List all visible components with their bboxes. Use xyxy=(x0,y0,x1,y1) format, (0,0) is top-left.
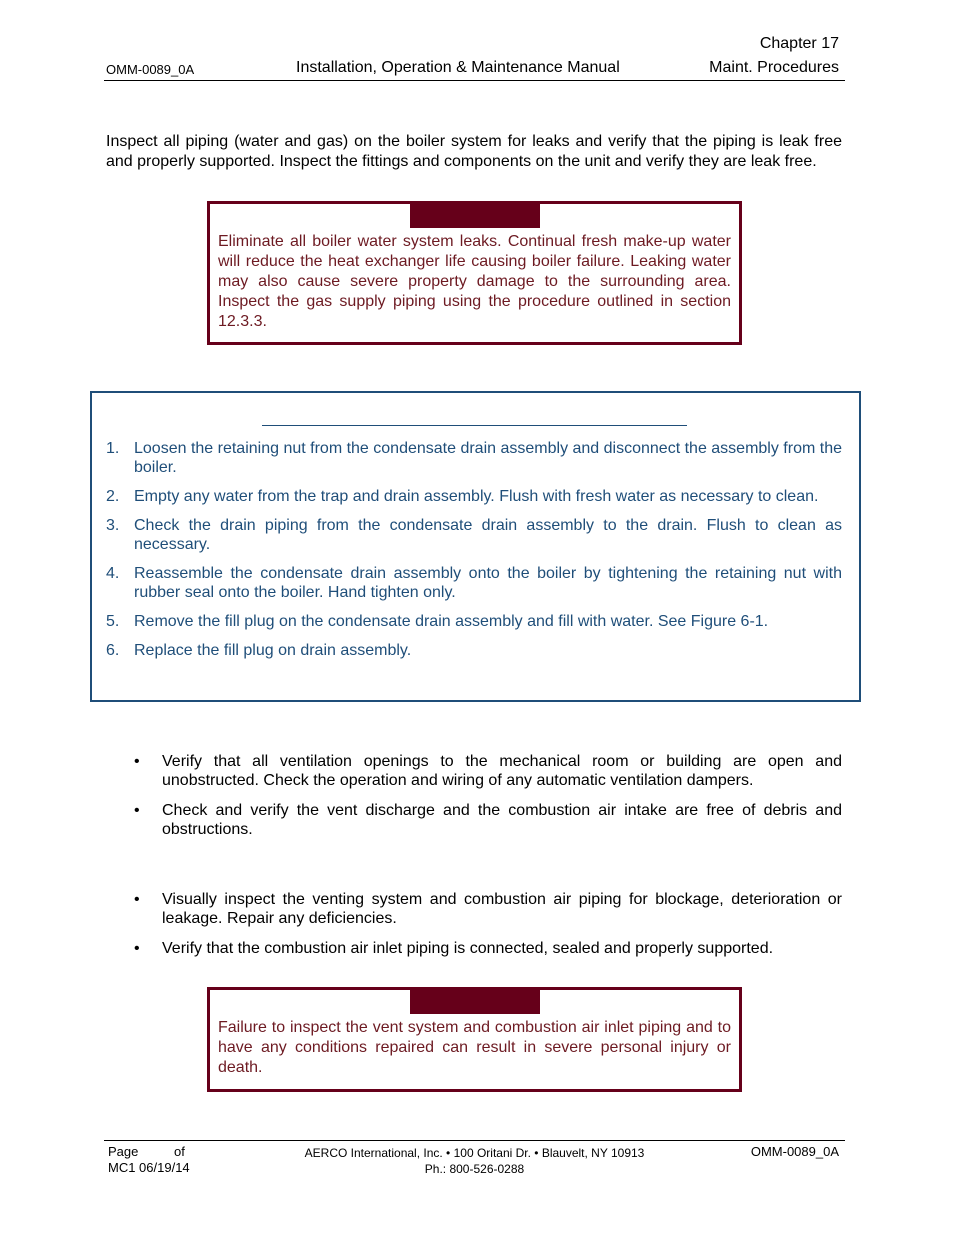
procedure-title-rule xyxy=(262,425,687,426)
bullet-text: Visually inspect the venting system and combustion air piping for blockage, deterioration or leakage. Repair any deficiencies. xyxy=(162,891,842,927)
venting-checklist xyxy=(106,890,842,969)
step-number: 3. xyxy=(106,517,120,534)
bullet-icon: • xyxy=(134,802,140,819)
step-number: 6. xyxy=(106,642,120,659)
list-item xyxy=(106,939,842,958)
footer-address-line: AERCO International, Inc. • 100 Oritani Dr. • Blauvelt, NY 10913 xyxy=(304,1146,645,1160)
procedure-step xyxy=(92,564,859,602)
step-number: 1. xyxy=(106,440,120,457)
procedure-box xyxy=(90,391,861,702)
procedure-steps xyxy=(92,439,859,670)
procedure-step xyxy=(92,641,859,660)
step-text: Reassemble the condensate drain assembly onto the boiler by tightening the retaining nut with rubber seal onto the boiler. Hand tighten only. xyxy=(134,565,842,601)
bullet-text: Verify that the combustion air inlet piping is connected, sealed and properly supported. xyxy=(162,940,774,957)
list-item xyxy=(106,890,842,928)
footer-doc-id: OMM-0089_0A xyxy=(750,1144,839,1159)
header-section: Maint. Procedures xyxy=(709,59,839,76)
caution-box-venting xyxy=(207,987,742,1092)
caution-header-bar xyxy=(410,990,540,1014)
footer-page-label: Page xyxy=(108,1144,139,1159)
caution-header-bar xyxy=(410,204,540,228)
bullet-icon: • xyxy=(134,891,140,908)
step-number: 4. xyxy=(106,565,120,582)
step-text: Remove the fill plug on the condensate drain assembly and fill with water. See Figure 6-1. xyxy=(134,613,769,630)
step-text: Replace the fill plug on drain assembly. xyxy=(134,642,412,659)
procedure-step xyxy=(92,516,859,554)
step-text: Check the drain piping from the condensate drain assembly to the drain. Flush to clean as necessary. xyxy=(134,517,842,553)
caution-box-leaks xyxy=(207,201,742,345)
bullet-text: Verify that all ventilation openings to the mechanical room or building are open and unobstructed. Check the operation and wiring of any automatic ventilation dampers. xyxy=(162,753,842,789)
list-item xyxy=(106,752,842,790)
step-text: Loosen the retaining nut from the condensate drain assembly and disconnect the assembly from the boiler. xyxy=(134,440,842,476)
intro-paragraph: Inspect all piping (water and gas) on the boiler system for leaks and verify that the piping is leak free and properly supported. Inspect the fittings and components on the unit and verify they are leak free. xyxy=(106,133,842,170)
bullet-icon: • xyxy=(134,753,140,770)
header-chapter: Chapter 17 xyxy=(759,35,839,52)
bullet-icon: • xyxy=(134,940,140,957)
header-title: Installation, Operation & Maintenance Manual xyxy=(296,59,620,76)
footer-of-label: of xyxy=(174,1144,185,1159)
ventilation-checklist xyxy=(106,752,842,850)
caution-text-venting: Failure to inspect the vent system and combustion air inlet piping and to have any conditions repaired can result in severe personal injury or death. xyxy=(218,1019,731,1076)
caution-text-leaks: Eliminate all boiler water system leaks. Continual fresh make-up water will reduce the heat exchanger life causing boiler failure. Leaking water may also cause severe property damage to the surrounding area. Inspect the gas supply piping using the procedure outlined in section 12.3.3. xyxy=(218,233,731,330)
bullet-text: Check and verify the vent discharge and the combustion air intake are free of debris and obstructions. xyxy=(162,802,842,838)
step-number: 5. xyxy=(106,613,120,630)
procedure-step xyxy=(92,612,859,631)
header-divider xyxy=(104,80,845,81)
step-text: Empty any water from the trap and drain assembly. Flush with fresh water as necessary to clean. xyxy=(134,488,819,505)
list-item xyxy=(106,801,842,839)
footer-address xyxy=(292,1145,657,1177)
footer-revision: MC1 06/19/14 xyxy=(108,1160,190,1175)
step-number: 2. xyxy=(106,488,120,505)
footer-divider xyxy=(104,1140,845,1141)
header-doc-id: OMM-0089_0A xyxy=(106,62,195,77)
procedure-step xyxy=(92,439,859,477)
footer-phone: Ph.: 800-526-0288 xyxy=(424,1162,525,1176)
procedure-step xyxy=(92,487,859,506)
